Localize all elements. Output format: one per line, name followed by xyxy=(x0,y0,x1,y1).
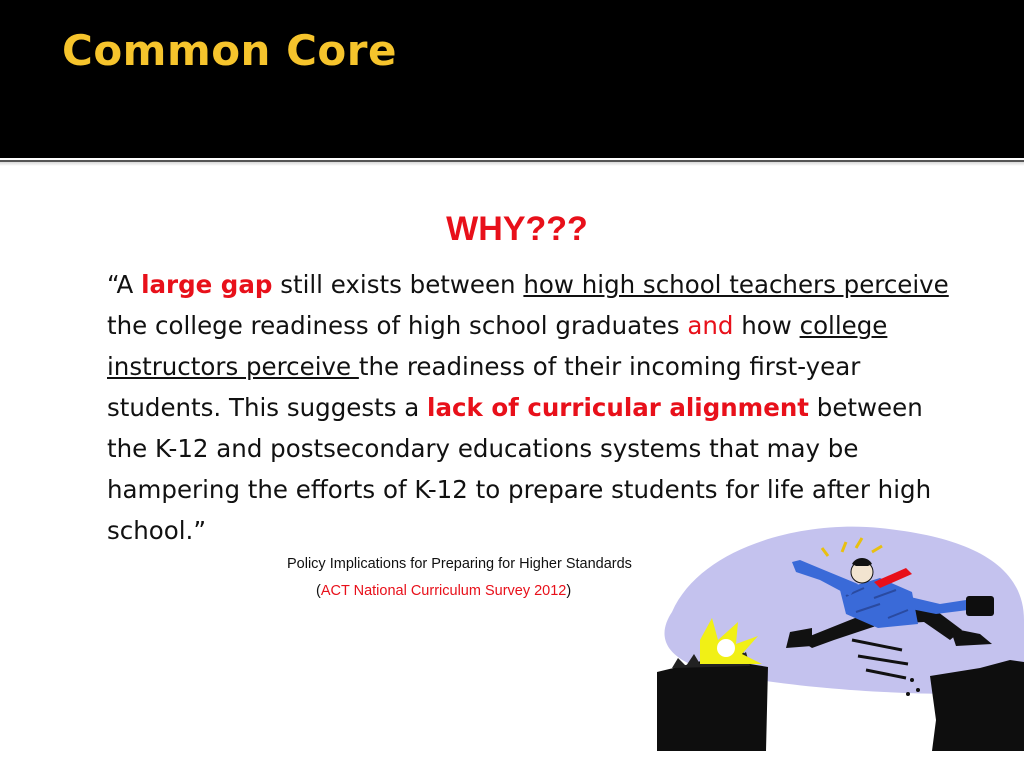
quote-emphasis-and: and xyxy=(687,311,734,340)
source-title: Policy Implications for Preparing for Higher Standards xyxy=(287,556,632,572)
source-open-paren: ( xyxy=(316,583,321,599)
quote-underline-teachers: how high school teachers perceive xyxy=(523,270,949,299)
title-divider xyxy=(0,158,1024,166)
why-heading: WHY??? xyxy=(446,210,588,248)
quote-part: the readiness of their incoming first-year students. This suggests a xyxy=(107,352,861,422)
quote-part: between the K-12 and postsecondary educations systems that may be hampering the efforts of K-12 to prepare students for life after high school.” xyxy=(107,393,932,545)
quote-part: how xyxy=(733,311,800,340)
man-leaping-over-gap-illustration-icon xyxy=(640,525,1024,768)
quote-emphasis-large-gap: large gap xyxy=(141,270,273,299)
source-close-paren: ) xyxy=(566,583,572,599)
quote-part: the college readiness of high school graduates xyxy=(107,311,688,340)
quote-part: “A xyxy=(107,270,142,299)
quote-emphasis-alignment: lack of curricular alignment xyxy=(427,393,809,422)
quote-text xyxy=(107,264,957,551)
slide-title: Common Core xyxy=(62,26,397,75)
source-survey: ACT National Curriculum Survey 2012 xyxy=(320,583,567,599)
quote-underline-instructors: college instructors perceive xyxy=(107,311,888,381)
source-citation xyxy=(316,583,571,599)
title-bar xyxy=(0,0,1024,158)
quote-part: still exists between xyxy=(272,270,524,299)
